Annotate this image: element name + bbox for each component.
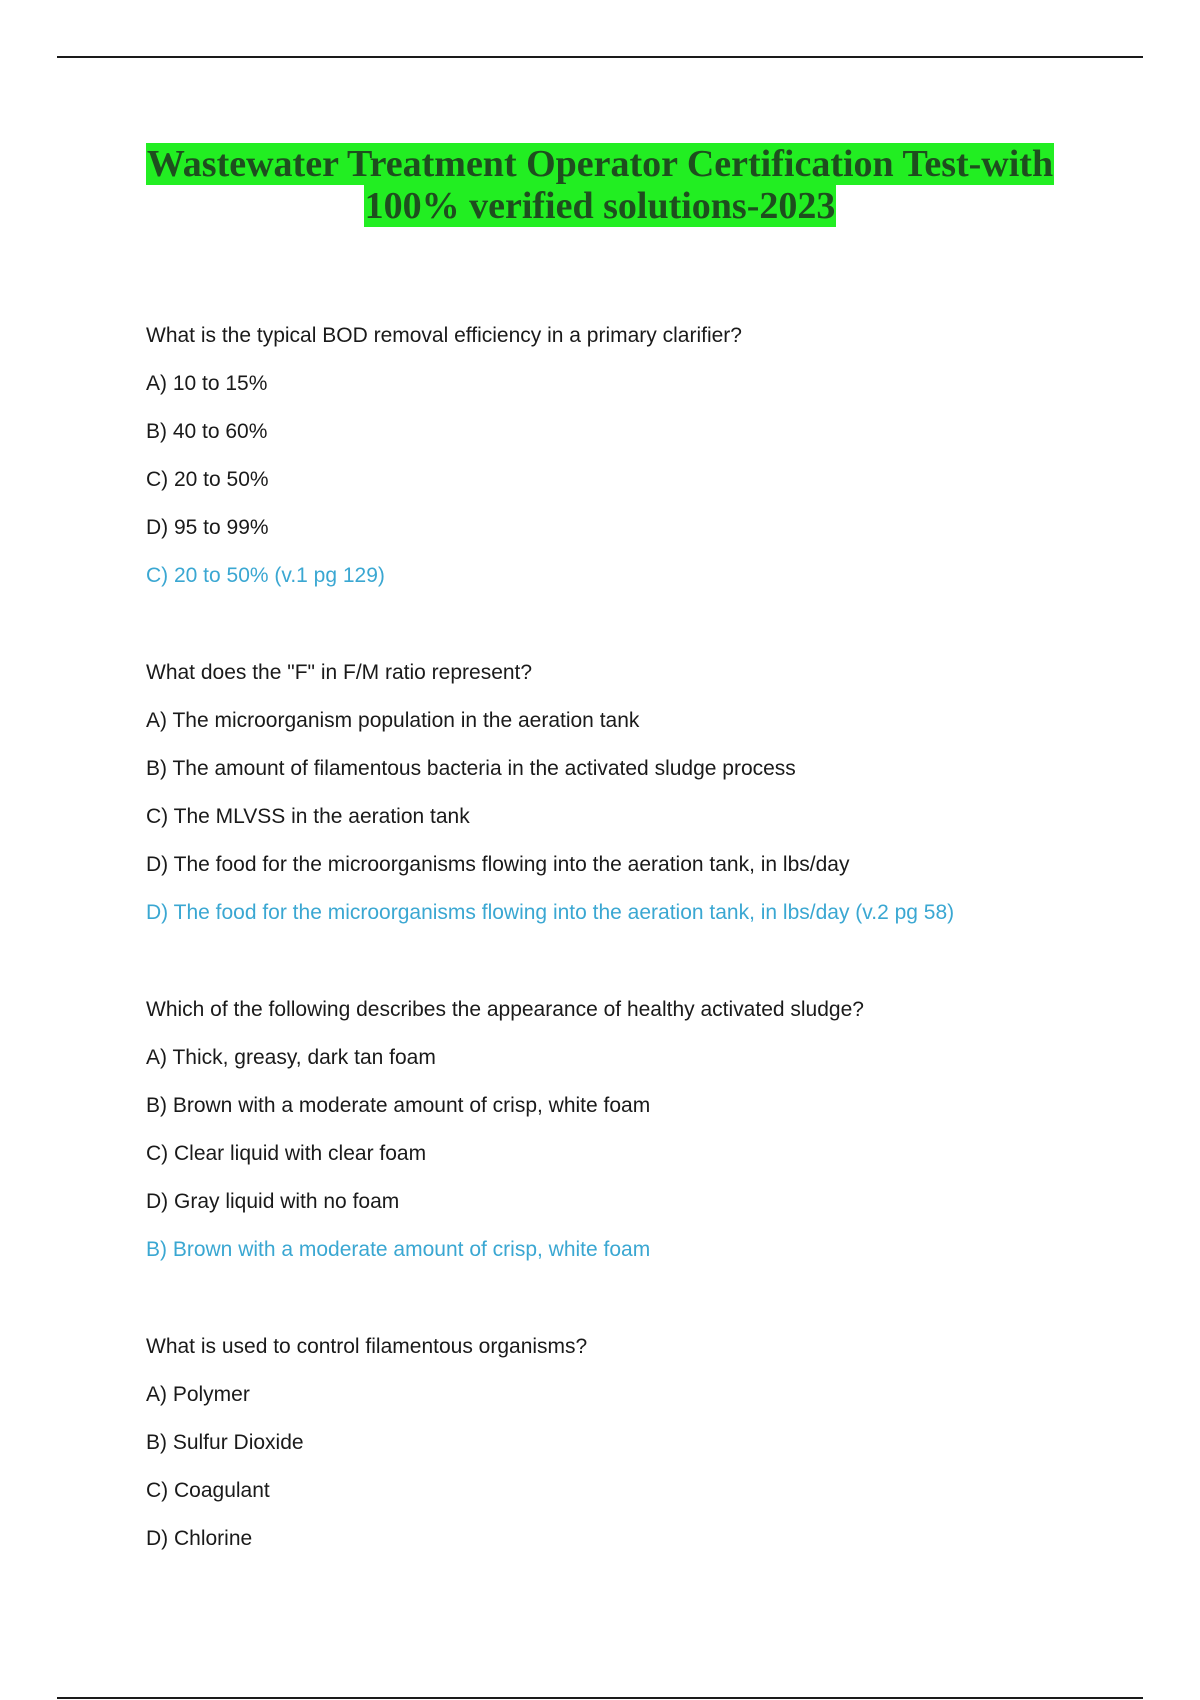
question-text: What is the typical BOD removal efficiency in a primary clarifier? [146, 324, 742, 347]
option-d: D) 95 to 99% [146, 516, 269, 539]
option-d: D) Chlorine [146, 1527, 253, 1550]
question-block-1 [146, 323, 1146, 589]
option-c: C) Coagulant [146, 1479, 270, 1502]
question-text: What does the "F" in F/M ratio represent? [146, 661, 533, 684]
option-c: C) 20 to 50% [146, 468, 269, 491]
option-c: C) Clear liquid with clear foam [146, 1142, 427, 1165]
option-b: B) Sulfur Dioxide [146, 1431, 304, 1454]
answer-text: C) 20 to 50% (v.1 pg 129) [146, 564, 385, 587]
option-c: C) The MLVSS in the aeration tank [146, 805, 470, 828]
option-a: A) Polymer [146, 1383, 250, 1406]
title-line-2: 100% verified solutions-2023 [364, 185, 836, 227]
title-line-1: Wastewater Treatment Operator Certification Test-with [146, 143, 1054, 185]
option-b: B) Brown with a moderate amount of crisp, white foam [146, 1094, 651, 1117]
option-a: A) Thick, greasy, dark tan foam [146, 1046, 436, 1069]
option-b: B) The amount of filamentous bacteria in the activated sludge process [146, 757, 796, 780]
question-text: Which of the following describes the appearance of healthy activated sludge? [146, 998, 864, 1021]
option-a: A) The microorganism population in the aeration tank [146, 709, 640, 732]
top-rule [57, 56, 1143, 58]
question-block-2 [146, 660, 1146, 926]
option-b: B) 40 to 60% [146, 420, 268, 443]
question-text: What is used to control filamentous organisms? [146, 1335, 588, 1358]
option-d: D) The food for the microorganisms flowing into the aeration tank, in lbs/day [146, 853, 850, 876]
answer-text: B) Brown with a moderate amount of crisp, white foam [146, 1238, 651, 1261]
answer-text: D) The food for the microorganisms flowing into the aeration tank, in lbs/day (v.2 pg 58) [146, 901, 955, 924]
question-block-4 [146, 1334, 1146, 1574]
bottom-rule [57, 1697, 1143, 1699]
option-a: A) 10 to 15% [146, 372, 268, 395]
question-block-3 [146, 997, 1146, 1263]
document-title [100, 143, 1100, 227]
option-d: D) Gray liquid with no foam [146, 1190, 400, 1213]
